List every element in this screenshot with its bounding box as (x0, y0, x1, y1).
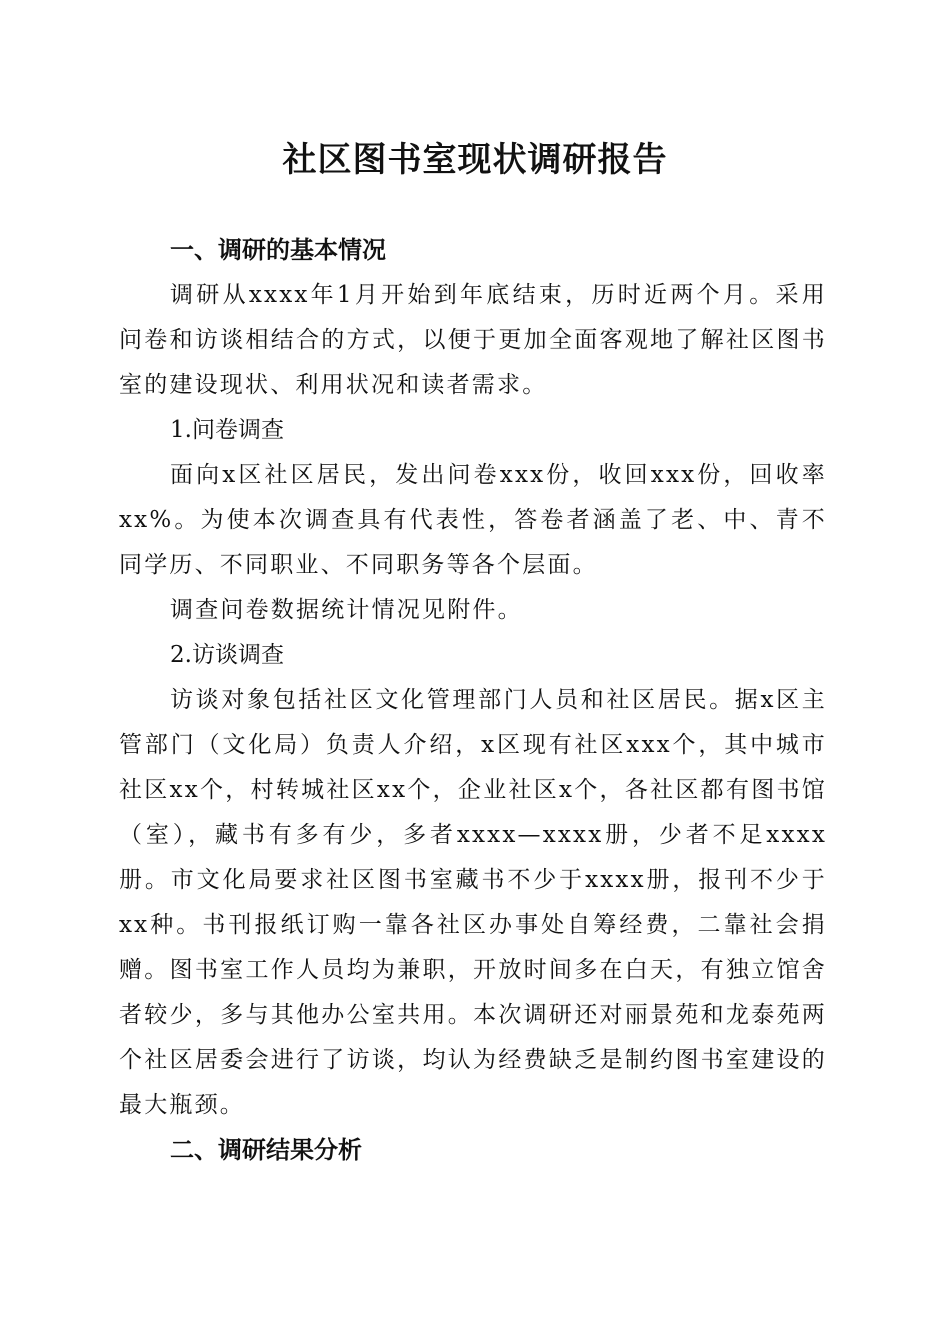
paragraph-survey-intro: 调研从xxxx年1月开始到年底结束，历时近两个月。采用问卷和访谈相结合的方式，以便于更加全面客观地了解社区图书室的建设现状、利用状况和读者需求。 (119, 282, 827, 398)
section-heading-basic-info: 一、调研的基本情况 (170, 236, 386, 264)
document-body (119, 228, 827, 1173)
paragraph-questionnaire: 面向x区社区居民，发出问卷xxx份，收回xxx份，回收率xx%。为使本次调查具有代表性，答卷者涵盖了老、中、青不同学历、不同职业、不同职务等各个层面。 (119, 462, 827, 578)
subheading-interview: 2.访谈调查 (170, 642, 284, 668)
subheading-questionnaire: 1.问卷调查 (170, 417, 284, 443)
paragraph-interview: 访谈对象包括社区文化管理部门人员和社区居民。据x区主管部门（文化局）负责人介绍，x区现有社区xxx个，其中城市社区xx个，村转城社区xx个，企业社区x个，各社区都有图书馆（室），藏书有多有少，多者xxxx—xxxx册，少者不足xxxx册。市文化局要求社区图书室藏书不少于xxxx册，报刊不少于xx种。书刊报纸订购一靠各社区办事处自筹经费，二靠社会捐赠。图书室工作人员均为兼职，开放时间多在白天，有独立馆舍者较少，多与其他办公室共用。本次调研还对丽景苑和龙泰苑两个社区居委会进行了访谈，均认为经费缺乏是制约图书室建设的最大瓶颈。 (119, 687, 827, 1118)
paragraph-questionnaire-appendix: 调查问卷数据统计情况见附件。 (170, 597, 523, 623)
section-heading-result-analysis: 二、调研结果分析 (170, 1136, 362, 1164)
document-title: 社区图书室现状调研报告 (282, 140, 668, 180)
